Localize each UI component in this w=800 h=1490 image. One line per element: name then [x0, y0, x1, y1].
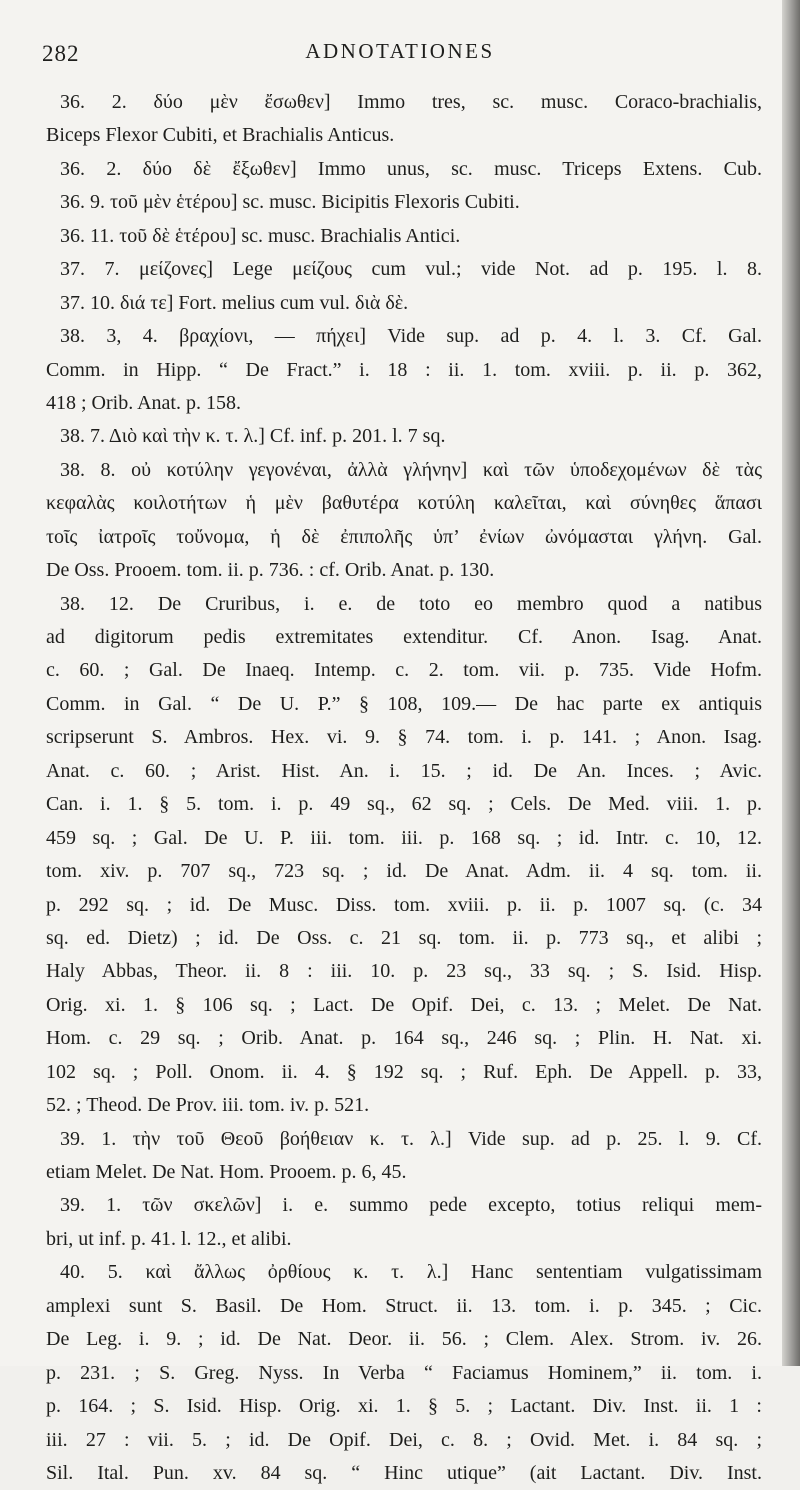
page-edge-shadow [782, 0, 800, 1366]
text-line: 36. 11. τοῦ δὲ ἑτέρου] sc. musc. Brachialis Antici. [60, 224, 461, 247]
text-line: Sil. Ital. Pun. xv. 84 sq. “ Hinc utique” (ait Lactant. Div. Inst. [46, 1461, 762, 1484]
text-line: c. 60. ; Gal. De Inaeq. Intemp. c. 2. tom. vii. p. 735. Vide Hofm. [46, 659, 762, 682]
text-line: Anat. c. 60. ; Arist. Hist. An. i. 15. ; id. De An. Inces. ; Avic. [46, 759, 762, 782]
text-line: bri, ut inf. p. 41. l. 12., et alibi. [46, 1227, 292, 1250]
text-line: Comm. in Hipp. “ De Fract.” i. 18 : ii. 1. tom. xviii. p. ii. p. 362, [46, 358, 762, 381]
text-line: p. 292 sq. ; id. De Musc. Diss. tom. xviii. p. ii. p. 1007 sq. (c. 34 [46, 893, 762, 916]
text-line: amplexi sunt S. Basil. De Hom. Struct. ii. 13. tom. i. p. 345. ; Cic. [46, 1294, 762, 1317]
text-line: scripserunt S. Ambros. Hex. vi. 9. § 74. tom. i. p. 141. ; Anon. Isag. [46, 726, 762, 749]
text-line: sq. ed. Dietz) ; id. De Oss. c. 21 sq. tom. ii. p. 773 sq., et alibi ; [46, 926, 762, 949]
text-line: ad digitorum pedis extremitates extenditur. Cf. Anon. Isag. Anat. [46, 626, 762, 648]
text-line: 36. 2. δύο μὲν ἔσωθεν] Immo tres, sc. musc. Coraco-brachialis, [60, 91, 762, 113]
text-line: 38. 12. De Cruribus, i. e. de toto eo membro quod a natibus [60, 592, 762, 615]
annotations-text [46, 86, 762, 1490]
text-line: 102 sq. ; Poll. Onom. ii. 4. § 192 sq. ; Ruf. Eph. De Appell. p. 33, [46, 1060, 762, 1083]
text-line: κεφαλὰς κοιλοτήτων ἡ μὲν βαθυτέρα κοτύλη καλεῖται, καὶ σύνηθες ἅπασι [46, 492, 762, 515]
text-line: De Leg. i. 9. ; id. De Nat. Deor. ii. 56. ; Clem. Alex. Strom. iv. 26. [46, 1328, 762, 1351]
text-line: 37. 10. διά τε] Fort. melius cum vul. διὰ δὲ. [60, 291, 409, 314]
text-line: 38. 3, 4. βραχίονι, — πήχει] Vide sup. ad p. 4. l. 3. Cf. Gal. [60, 325, 762, 348]
text-line: 39. 1. τὴν τοῦ Θεοῦ βοήθειαν κ. τ. λ.] Vide sup. ad p. 25. l. 9. Cf. [60, 1127, 762, 1150]
text-line: 418 ; Orib. Anat. p. 158. [46, 391, 241, 414]
text-line: 40. 5. καὶ ἄλλως ὀρθίους κ. τ. λ.] Hanc sententiam vulgatissimam [60, 1261, 762, 1284]
text-line: iii. 27 : vii. 5. ; id. De Opif. Dei, c. 8. ; Ovid. Met. i. 84 sq. ; [46, 1428, 762, 1451]
text-line: 38. 8. οὐ κοτύλην γεγονέναι, ἀλλὰ γλήνην] καὶ τῶν ὑποδεχομένων δὲ τὰς [60, 458, 762, 481]
running-title: ADNOTATIONES [305, 39, 495, 63]
text-line: 37. 7. μείζονες] Lege μείζους cum vul.; vide Not. ad p. 195. l. 8. [60, 258, 762, 281]
text-line: 36. 9. τοῦ μὲν ἑτέρου] sc. musc. Bicipitis Flexoris Cubiti. [60, 191, 520, 214]
text-line: τοῖς ἰατροῖς τοὔνομα, ἡ δὲ ἐπιπολῆς ὑπ’ ἐνίων ὠνόμασται γλήνη. Gal. [46, 525, 762, 548]
text-line: Can. i. 1. § 5. tom. i. p. 49 sq., 62 sq. ; Cels. De Med. viii. 1. p. [46, 793, 762, 816]
text-line: 38. 7. Διὸ καὶ τὴν κ. τ. λ.] Cf. inf. p. 201. l. 7 sq. [60, 425, 446, 448]
text-line: tom. xiv. p. 707 sq., 723 sq. ; id. De Anat. Adm. ii. 4 sq. tom. ii. [46, 860, 762, 883]
text-line: 52. ; Theod. De Prov. iii. tom. iv. p. 521. [46, 1094, 370, 1117]
text-line: Hom. c. 29 sq. ; Orib. Anat. p. 164 sq., 246 sq. ; Plin. H. Nat. xi. [46, 1027, 762, 1050]
text-line: Orig. xi. 1. § 106 sq. ; Lact. De Opif. Dei, c. 13. ; Melet. De Nat. [46, 993, 762, 1016]
text-line: 36. 2. δύο δὲ ἔξωθεν] Immo unus, sc. musc. Triceps Extens. Cub. [60, 157, 762, 180]
page-number: 282 [42, 41, 80, 66]
text-line: p. 164. ; S. Isid. Hisp. Orig. xi. 1. § 5. ; Lactant. Div. Inst. ii. 1 : [46, 1395, 762, 1418]
text-line: 39. 1. τῶν σκελῶν] i. e. summo pede excepto, totius reliqui mem- [60, 1194, 762, 1217]
text-line: Haly Abbas, Theor. ii. 8 : iii. 10. p. 23 sq., 33 sq. ; S. Isid. Hisp. [46, 960, 762, 983]
text-line: De Oss. Prooem. tom. ii. p. 736. : cf. Orib. Anat. p. 130. [46, 559, 495, 582]
text-line: etiam Melet. De Nat. Hom. Prooem. p. 6, 45. [46, 1161, 407, 1183]
text-line: 459 sq. ; Gal. De U. P. iii. tom. iii. p. 168 sq. ; id. Intr. c. 10, 12. [46, 826, 762, 849]
text-line: Biceps Flexor Cubiti, et Brachialis Anticus. [46, 124, 395, 147]
text-line: p. 231. ; S. Greg. Nyss. In Verba “ Faciamus Hominem,” ii. tom. i. [46, 1361, 762, 1384]
text-line: Comm. in Gal. “ De U. P.” § 108, 109.— De hac parte ex antiquis [46, 692, 762, 715]
